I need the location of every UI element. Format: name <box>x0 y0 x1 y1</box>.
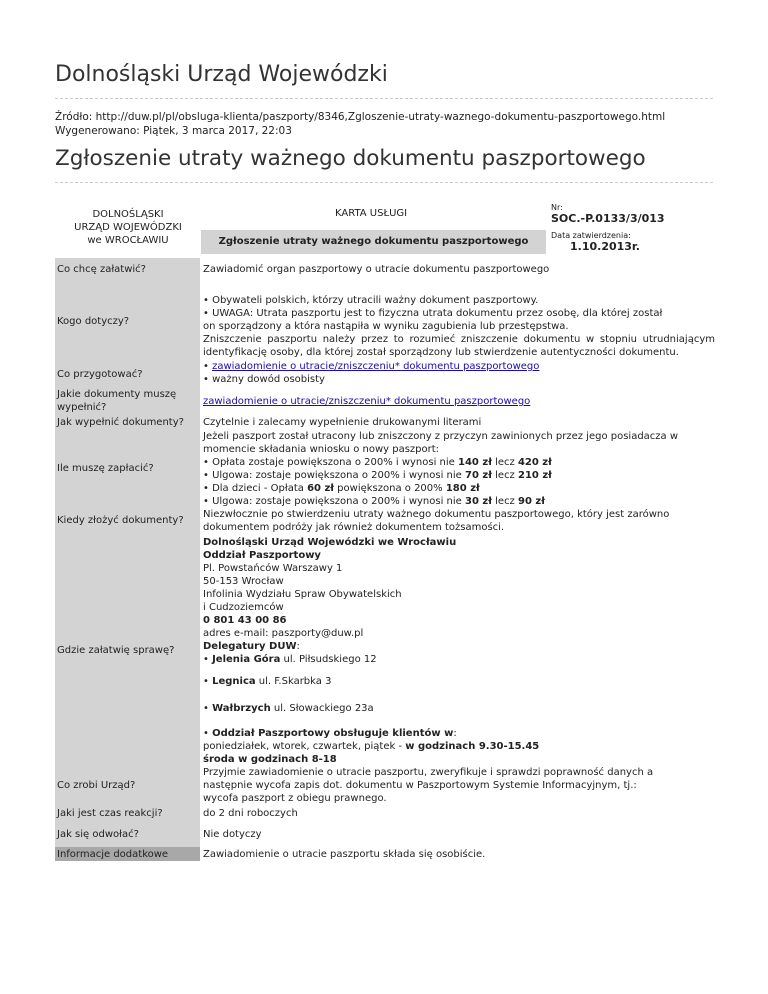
label-line: wypełnić? <box>57 402 107 413</box>
value-line <box>203 456 715 469</box>
source-url: Źródło: http://duw.pl/pl/obsluga-klienta/paszporty/8346,Zgloszenie-utraty-waznego-dokumentu-paszportowego.html <box>55 111 666 123</box>
text: • Dla dzieci - Opłata <box>203 483 308 494</box>
text: • Ulgowa: zostaje powiększona o 200% i wynosi nie <box>203 470 466 481</box>
label-prepare: Co przygotować? <box>57 369 143 380</box>
value-line <box>203 360 715 373</box>
office-name-line: URZĄD WOJEWÓDZKI <box>74 222 182 233</box>
amount: 30 zł <box>465 496 492 507</box>
email-address: adres e-mail: paszporty@duw.pl <box>203 628 364 639</box>
value-line: • UWAGA: Utrata paszportu jest to fizyczna utrata dokumentu przez osobę, dla której został <box>203 308 663 319</box>
label-who: Kogo dotyczy? <box>57 316 130 327</box>
form-link[interactable]: zawiadomienie o utracie/zniszczeniu* dokumentu paszportowego <box>203 396 531 407</box>
office-name <box>55 208 201 247</box>
service-card-label: KARTA USŁUGI <box>335 208 408 219</box>
text: • Opłata zostaje powiększona o 200% i wynosi nie <box>203 457 459 468</box>
value-appeal: Nie dotyczy <box>203 829 262 840</box>
address-line: Pl. Powstańców Warszawy 1 <box>203 563 343 574</box>
office-name-bold: Dolnośląski Urząd Wojewódzki we Wrocławiu <box>203 537 457 548</box>
number-label: Nr: <box>551 203 563 212</box>
value-payment <box>203 430 715 508</box>
value-where <box>203 536 715 666</box>
document-number: SOC.-P.0133/3/013 <box>551 212 665 225</box>
text: powiększona o 200% <box>334 483 446 494</box>
value-line: Przyjmie zawiadomienie o utracie paszportu, zweryfikuje i sprawdzi poprawność danych a <box>203 767 654 778</box>
document-title: Zgłoszenie utraty ważnego dokumentu paszportowego <box>55 146 646 171</box>
value-prepare <box>203 360 715 386</box>
value-line <box>203 469 715 482</box>
value-office-action <box>203 766 715 805</box>
branch-walbrzych <box>203 702 715 715</box>
text: : <box>296 641 300 652</box>
branch-address: ul. Słowackiego 23a <box>270 703 374 714</box>
amount: 140 zł <box>458 457 492 468</box>
value-line: • Obywateli polskich, którzy utracili ważny dokument paszportowy. <box>203 295 539 306</box>
generated-date: Wygenerowano: Piątek, 3 marca 2017, 22:03 <box>55 125 292 137</box>
hours-wednesday: środa w godzinach 8-18 <box>203 754 337 765</box>
value-line <box>203 495 715 508</box>
text: lecz <box>491 457 518 468</box>
branch-legnica <box>203 675 715 688</box>
branch-city: Wałbrzych <box>212 703 271 714</box>
divider <box>55 182 713 183</box>
label-column <box>55 258 200 861</box>
label-how-fill: Jak wypełnić dokumenty? <box>57 417 184 428</box>
value-line: wycofa paszport z obiegu prawnego. <box>203 793 387 804</box>
bullet: • <box>203 676 213 687</box>
value-line: • ważny dowód osobisty <box>203 374 325 385</box>
hours: w godzinach 9.30-15.45 <box>405 741 540 752</box>
helpline-label: Infolinia Wydziału Spraw Obywatelskich <box>203 589 402 600</box>
service-name: Zgłoszenie utraty ważnego dokumentu paszportowego <box>201 230 546 254</box>
text: • Ulgowa: zostaje powiększona o 200% i wynosi nie <box>203 496 466 507</box>
helpline-label: i Cudzoziemców <box>203 602 284 613</box>
opening-hours <box>203 727 715 766</box>
label-additional-info: Informacje dodatkowe <box>57 849 169 860</box>
text: lecz <box>491 470 518 481</box>
divider <box>55 98 713 99</box>
helpline-number: 0 801 43 00 86 <box>203 615 287 626</box>
site-title: Dolnośląski Urząd Wojewódzki <box>55 62 388 87</box>
label-line: Jakie dokumenty muszę <box>57 389 177 400</box>
amount: 210 zł <box>518 470 552 481</box>
value-line: Zniszczenie paszportu należy przez to rozumieć zniszczenie dokumentu w stopniu utrudniającym identyfikację osoby, dla której został sporządzony lub stwierdzenie autentyczności dokumentu. <box>203 334 715 358</box>
hours-heading: Oddział Paszportowy obsługuje klientów w <box>212 728 454 739</box>
office-name-line: we WROCŁAWIU <box>87 235 169 246</box>
branches-heading: Delegatury DUW <box>203 641 297 652</box>
value-additional-info: Zawiadomienie o utracie paszportu składa się osobiście. <box>203 849 486 860</box>
amount: 60 zł <box>307 483 334 494</box>
value-what: Zawiadomić organ paszportowy o utracie dokumentu paszportowego <box>203 264 550 275</box>
approval-date-label: Data zatwierdzenia: <box>551 231 631 240</box>
value-line <box>203 482 715 495</box>
label-office-action: Co zrobi Urząd? <box>57 780 136 791</box>
label-reaction-time: Jaki jest czas reakcji? <box>57 808 163 819</box>
label-documents <box>57 388 199 414</box>
label-appeal: Jak się odwołać? <box>57 829 139 840</box>
label-where: Gdzie załatwię sprawę? <box>57 645 175 656</box>
value-who <box>203 294 715 359</box>
department-name: Oddział Paszportowy <box>203 550 321 561</box>
bullet: • <box>203 361 213 372</box>
text: : <box>453 728 457 739</box>
approval-date: 1.10.2013r. <box>570 240 640 253</box>
value-line: następnie wycofa zapis dot. dokumentu w Paszportowym Systemie Informacyjnym, tj.: <box>203 780 637 791</box>
amount: 70 zł <box>465 470 492 481</box>
text: lecz <box>491 496 518 507</box>
amount: 180 zł <box>445 483 480 494</box>
form-download-link[interactable]: zawiadomienie o utracie/zniszczeniu* dokumentu paszportowego <box>212 361 540 372</box>
office-name-line: DOLNOŚLĄSKI <box>92 209 164 220</box>
branch-city: Legnica <box>212 676 256 687</box>
bullet: • <box>203 703 213 714</box>
branch-city: Jelenia Góra <box>212 654 281 665</box>
value-when: Niezwłocznie po stwierdzeniu utraty ważnego dokumentu paszportowego, który jest zarówno dokumentem podróży jak również dokumentem tożsamości. <box>203 509 670 533</box>
label-what: Co chcę załatwić? <box>57 264 146 275</box>
label-payment: Ile muszę zapłacić? <box>57 463 154 474</box>
bullet: • <box>203 728 213 739</box>
amount: 420 zł <box>517 457 552 468</box>
value-documents <box>203 395 715 408</box>
value-reaction-time: do 2 dni roboczych <box>203 808 298 819</box>
value-line: Jeżeli paszport został utracony lub zniszczony z przyczyn zawinionych przez jego posiadacza w momencie składania wniosku o nowy paszport: <box>203 431 679 455</box>
label-when: Kiedy złożyć dokumenty? <box>57 515 184 526</box>
days: poniedziałek, wtorek, czwartek, piątek - <box>203 741 406 752</box>
value-line: on sporządzony a która nastąpiła w wyniku zagubienia lub przestępstwa. <box>203 321 569 332</box>
address-line: 50-153 Wrocław <box>203 576 284 587</box>
amount: 90 zł <box>518 496 545 507</box>
bullet: • <box>203 654 213 665</box>
branch-address: ul. Piłsudskiego 12 <box>280 654 377 665</box>
branch-address: ul. F.Skarbka 3 <box>255 676 332 687</box>
value-how-fill: Czytelnie i zalecamy wypełnienie drukowanymi literami <box>203 417 482 428</box>
